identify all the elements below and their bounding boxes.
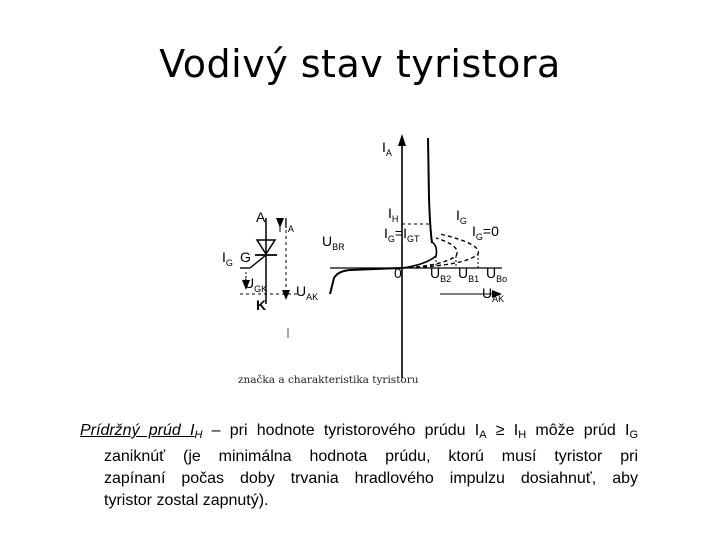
paragraph-line-3: zapínaní počas doby trvania hradlového impulzu dosiahnuť, aby: [104, 470, 638, 487]
ia-axis-label: $I_A$: [382, 139, 392, 158]
uak-label: $U_{AK}$: [296, 283, 319, 302]
thyristor-characteristic-diagram: [210, 128, 530, 390]
ig-zero-label: $I_G=0$: [472, 223, 499, 242]
ub1-label: $U_{B1}$: [458, 265, 480, 284]
ubr-label: $U_{BR}$: [322, 233, 345, 252]
ig-eq-igt-label: $I_G=I_{GT}$: [384, 225, 420, 244]
ih-label: $I_H$: [388, 205, 399, 224]
anode-label: A: [256, 209, 266, 225]
thyristor-figure: [210, 128, 530, 390]
reverse-curve: [330, 268, 402, 294]
uak-axis-label: $U_{AK}$: [482, 285, 505, 304]
paragraph-line-1: Prídržný prúd $I_H$ – pri hodnote tyristorového prúdu $I_A \ge I_H$ môže prúd $I_G$: [80, 422, 638, 441]
figure-caption: značka a charakteristika tyristoru: [238, 374, 419, 386]
ia-symbol-label: $I_A$: [284, 215, 294, 234]
uak-arrow: [282, 290, 290, 300]
on-state-curve: [428, 138, 432, 243]
origin-label: 0: [394, 265, 402, 281]
slide-title: Vodivý stav tyristora: [159, 42, 561, 86]
ig-label: $I_G$: [456, 207, 467, 226]
cathode-label: K: [256, 297, 267, 313]
gate-current-label: $I_G$: [222, 249, 233, 268]
ia-axis-arrow: [398, 134, 406, 146]
ubo-label: $U_{Bo}$: [486, 265, 508, 284]
definition-paragraph: [80, 420, 638, 512]
term-holding-current: Prídržný prúd $I_H$: [80, 422, 203, 441]
gate-label: G: [240, 249, 251, 265]
gate-lead: [250, 255, 266, 268]
ugk-label: $U_{GK}$: [244, 275, 268, 294]
paragraph-line-2: zaniknúť (je minimálna hodnota prúdu, ktorú musí tyristor pri: [104, 448, 638, 465]
paragraph-line-4: tyristor zostal zapnutý).: [104, 492, 269, 509]
ub2-label: $U_{B2}$: [430, 265, 452, 284]
